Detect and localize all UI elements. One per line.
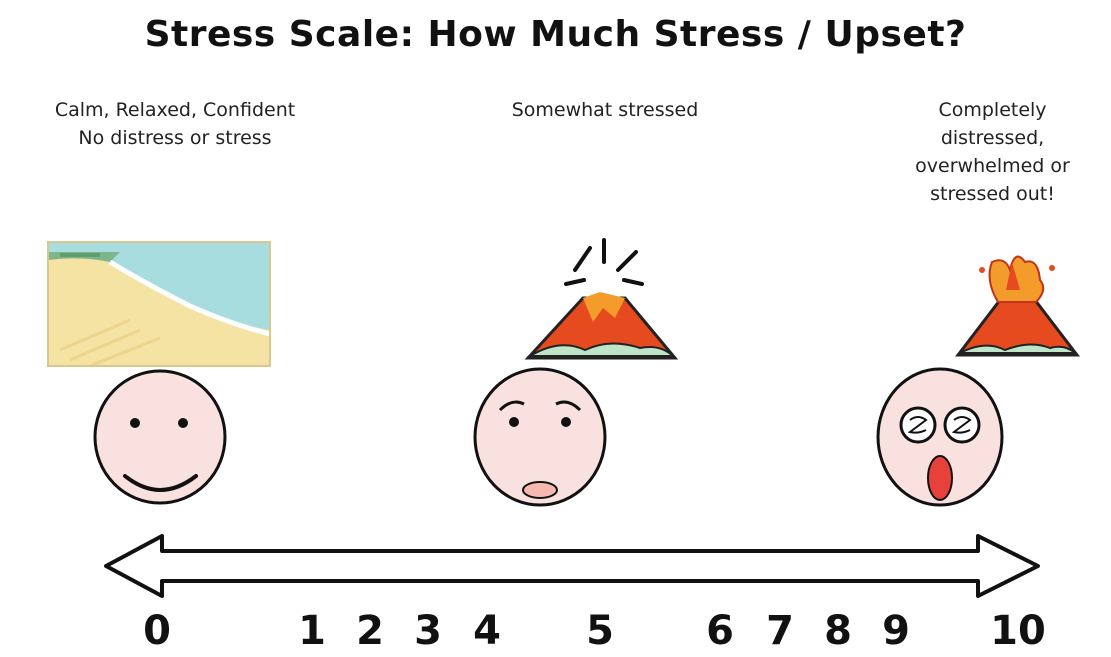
calm-description: Calm, Relaxed, Confident No distress or stress [54,99,296,149]
tick-label-0: 0 [143,608,171,654]
happy-face-icon [95,371,225,503]
tick-label-2: 2 [356,608,384,654]
tick-label-3: 3 [414,608,442,654]
worried-face-icon [475,369,605,505]
double-headed-arrow-icon [106,536,1038,596]
tick-label-4: 4 [473,608,501,654]
beach-icon [48,242,270,366]
tick-label-5: 5 [586,608,614,654]
tick-label-1: 1 [298,608,326,654]
tick-label-6: 6 [706,608,734,654]
somewhat-stressed-description: Somewhat stressed [511,99,699,121]
completely-distressed-description: Completely distressed, overwhelmed or stressed out! [915,99,1070,205]
page-title: Stress Scale: How Much Stress / Upset? [144,14,967,55]
rumbling-volcano-icon [528,240,675,358]
tick-label-7: 7 [766,608,794,654]
erupting-volcano-icon [958,257,1077,355]
tick-label-8: 8 [824,608,852,654]
tick-label-10: 10 [990,608,1046,654]
shocked-face-icon [878,369,1002,505]
tick-label-9: 9 [882,608,910,654]
